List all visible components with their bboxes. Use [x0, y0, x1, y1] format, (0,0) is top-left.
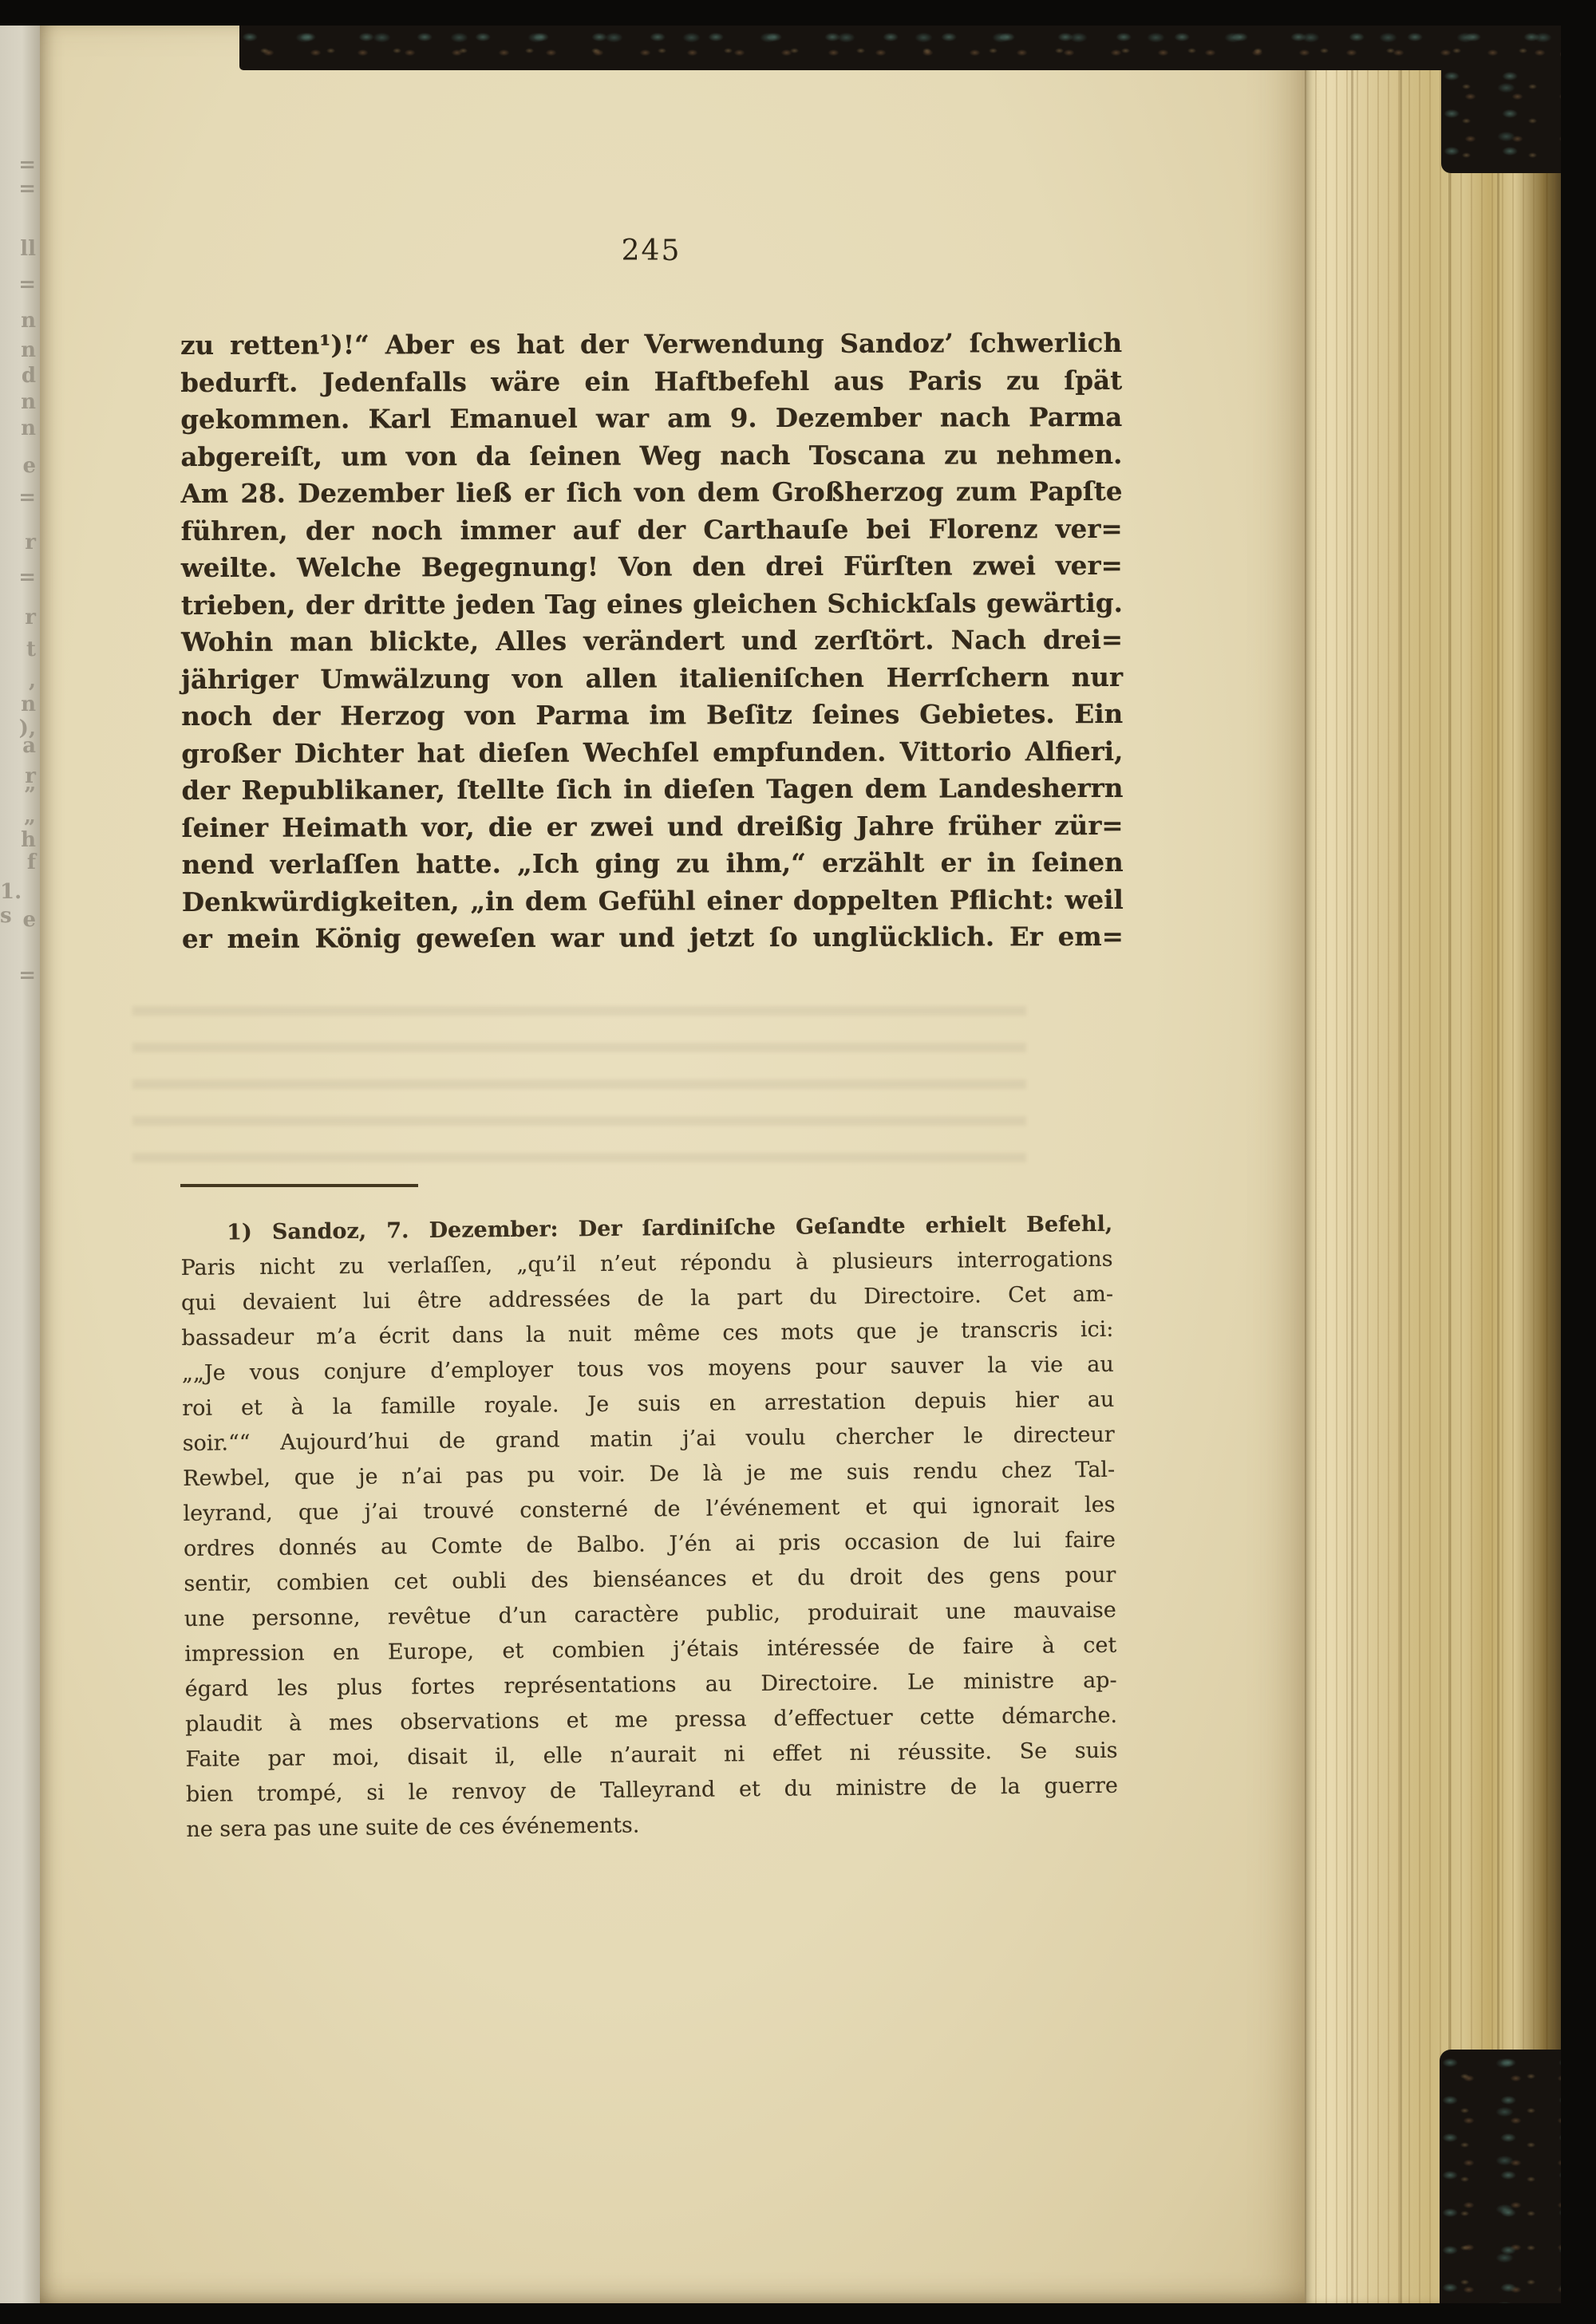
margin-bleed-glyph: n — [21, 338, 36, 362]
footnote-line: égard les plus fortes représentations au Directoire. Le ministre ap- — [184, 1667, 1117, 1702]
text-line: abgereiſt, um von da ſeinen Weg nach Toscana zu nehmen. — [180, 438, 1123, 472]
margin-bleed-glyph: 1. s — [0, 880, 22, 928]
margin-bleed-glyph: , — [28, 669, 36, 692]
footnote-line: qui devaient lui être addressées de la part du Directoire. Cet am- — [180, 1281, 1114, 1316]
text-line: weilte. Welche Begegnung! Von den drei Fürſten zwei ver= — [180, 549, 1123, 583]
footnote-line: ordres donnés au Comte de Balbo. J’én ai pris occasion de lui faire — [183, 1527, 1116, 1561]
margin-bleed-glyph: e — [22, 454, 36, 478]
footnote-line: Paris nicht zu verlaſſen, „qu’il n’eut répondu à plusieurs interrogations — [180, 1246, 1113, 1280]
footnote-line: bassadeur m’a écrit dans la nuit même ces mots que je transcris ici: — [181, 1316, 1114, 1351]
footnote-line: leyrand, que j’ai trouvé consterné de l’événement et qui ignorait les — [183, 1492, 1116, 1526]
text-line: nend verlaſſen hatte. „Ich ging zu ihm,“ erzählt er in ſeinen — [181, 846, 1124, 880]
footnote-line: sentir, combien cet oubli des bienséances et du droit des gens pour — [184, 1562, 1116, 1596]
footnote-line: ne sera pas une suite de ces événements. — [186, 1813, 640, 1842]
text-line: großer Dichter hat dieſen Wechſel empfunden. Vittorio Alfieri, — [181, 735, 1124, 769]
margin-bleed-glyph: d — [21, 364, 36, 388]
footnote-line: Faite par moi, disait il, elle n’aurait ni effet ni réussite. Se suis — [185, 1738, 1118, 1772]
text-line: Denkwürdigkeiten, „in dem Gefühl einer doppelten Pflicht: weil — [181, 883, 1124, 917]
cover-marble-bottom-corner — [1440, 2050, 1561, 2303]
margin-bleed-glyph: „ — [24, 804, 36, 828]
page-number: 245 — [621, 235, 681, 267]
margin-bleed-glyph: = — [18, 486, 36, 510]
margin-bleed-glyph: ), — [18, 716, 36, 740]
text-line: zu retten¹)!“ Aber es hat der Verwendung Sandoz’ ſchwerlich — [180, 326, 1123, 361]
book-page — [40, 26, 1305, 2303]
margin-bleed-glyph: ” — [24, 783, 36, 807]
bottom-dark-border — [0, 2303, 1596, 2324]
margin-bleed-glyph: = — [18, 566, 36, 590]
margin-bleed-glyph: n — [21, 390, 36, 414]
margin-bleed-glyph: r — [25, 764, 36, 788]
footnote-line: „„Je vous conjure d’employer tous vos moyens pour sauver la vie au — [181, 1351, 1114, 1386]
text-line: Am 28. Dezember ließ er ſich von dem Großherzog zum Papſte — [180, 475, 1123, 509]
right-dark-border — [1561, 0, 1596, 2324]
text-line: gekommen. Karl Emanuel war am 9. Dezember nach Parma — [180, 400, 1123, 435]
text-line: bedurft. Jedenfalls wäre ein Haftbefehl aus Paris zu ſpät — [180, 364, 1123, 398]
footnote-line: roi et à la famille royale. Je suis en arrestation depuis hier au — [182, 1387, 1115, 1421]
text-line: ſeiner Heimath vor, die er zwei und dreißig Jahre früher zür= — [181, 809, 1124, 843]
margin-bleed-glyph: n — [21, 416, 36, 440]
margin-bleed-glyph: h — [21, 828, 36, 852]
text-line: jähriger Umwälzung von allen italieniſchen Herrſchern nur — [181, 661, 1124, 695]
text-line: noch der Herzog von Parma im Beſitz ſeines Gebietes. Ein — [181, 697, 1124, 732]
margin-bleed-glyph: = — [18, 177, 36, 201]
margin-bleed-glyph: = — [18, 153, 36, 177]
footnote-line: une personne, revêtue d’un caractère public, produirait une mauvaise — [184, 1597, 1116, 1632]
fore-edge-pages — [1305, 26, 1561, 2303]
margin-bleed-glyph: t — [26, 637, 36, 661]
top-dark-border — [0, 0, 1596, 26]
show-through-smudge — [132, 979, 1026, 1178]
footnote-line: 1) Sandoz, 7. Dezember: Der ſardiniſche Geſandte erhielt Befehl, — [227, 1211, 1113, 1245]
margin-bleed-glyph: e — [22, 908, 36, 932]
footnote-line: plaudit à mes observations et me pressa d’effectuer cette démarche. — [184, 1703, 1118, 1737]
page-content — [180, 26, 1122, 2303]
cover-top-edge — [239, 24, 1560, 70]
footnote-line: soir.““ Aujourd’hui de grand matin j’ai voulu chercher le directeur — [182, 1422, 1115, 1456]
margin-bleed-glyph: = — [18, 273, 36, 297]
text-line: führen, der noch immer auf der Carthauſe bei Florenz ver= — [180, 512, 1123, 546]
footnote-rule — [180, 1184, 418, 1187]
main-text-block — [180, 325, 1124, 958]
footnote-line: Rewbel, que je n’ai pas pu voir. De là je me suis rendu chez Tal- — [183, 1457, 1116, 1491]
margin-bleed-glyph: n — [21, 692, 36, 716]
margin-bleed-glyph: r — [25, 531, 36, 554]
footnote-line: impression en Europe, et combien j’étais intéressée de faire à cet — [184, 1632, 1117, 1667]
footnote-line: bien trompé, si le renvoy de Talleyrand et du ministre de la guerre — [185, 1773, 1119, 1807]
margin-bleed-glyph: f — [26, 850, 36, 874]
text-line: er mein König geweſen war und jetzt ſo unglücklich. Er em= — [181, 920, 1124, 954]
margin-bleed-glyph: r — [25, 606, 36, 629]
text-line: trieben, der dritte jeden Tag eines gleichen Schickſals gewärtig. — [180, 586, 1123, 621]
text-line: der Republikaner, ſtellte ſich in dieſen Tagen dem Landesherrn — [181, 771, 1124, 806]
left-scan-margin — [0, 26, 40, 2304]
footnote-block — [180, 1207, 1119, 1848]
margin-bleed-glyph: a — [22, 734, 36, 758]
margin-bleed-glyph: ll — [20, 237, 36, 261]
margin-bleed-glyph: n — [21, 309, 36, 333]
text-line: Wohin man blickte, Alles verändert und zerſtört. Nach drei= — [180, 623, 1124, 657]
margin-bleed-glyph: = — [18, 964, 36, 988]
